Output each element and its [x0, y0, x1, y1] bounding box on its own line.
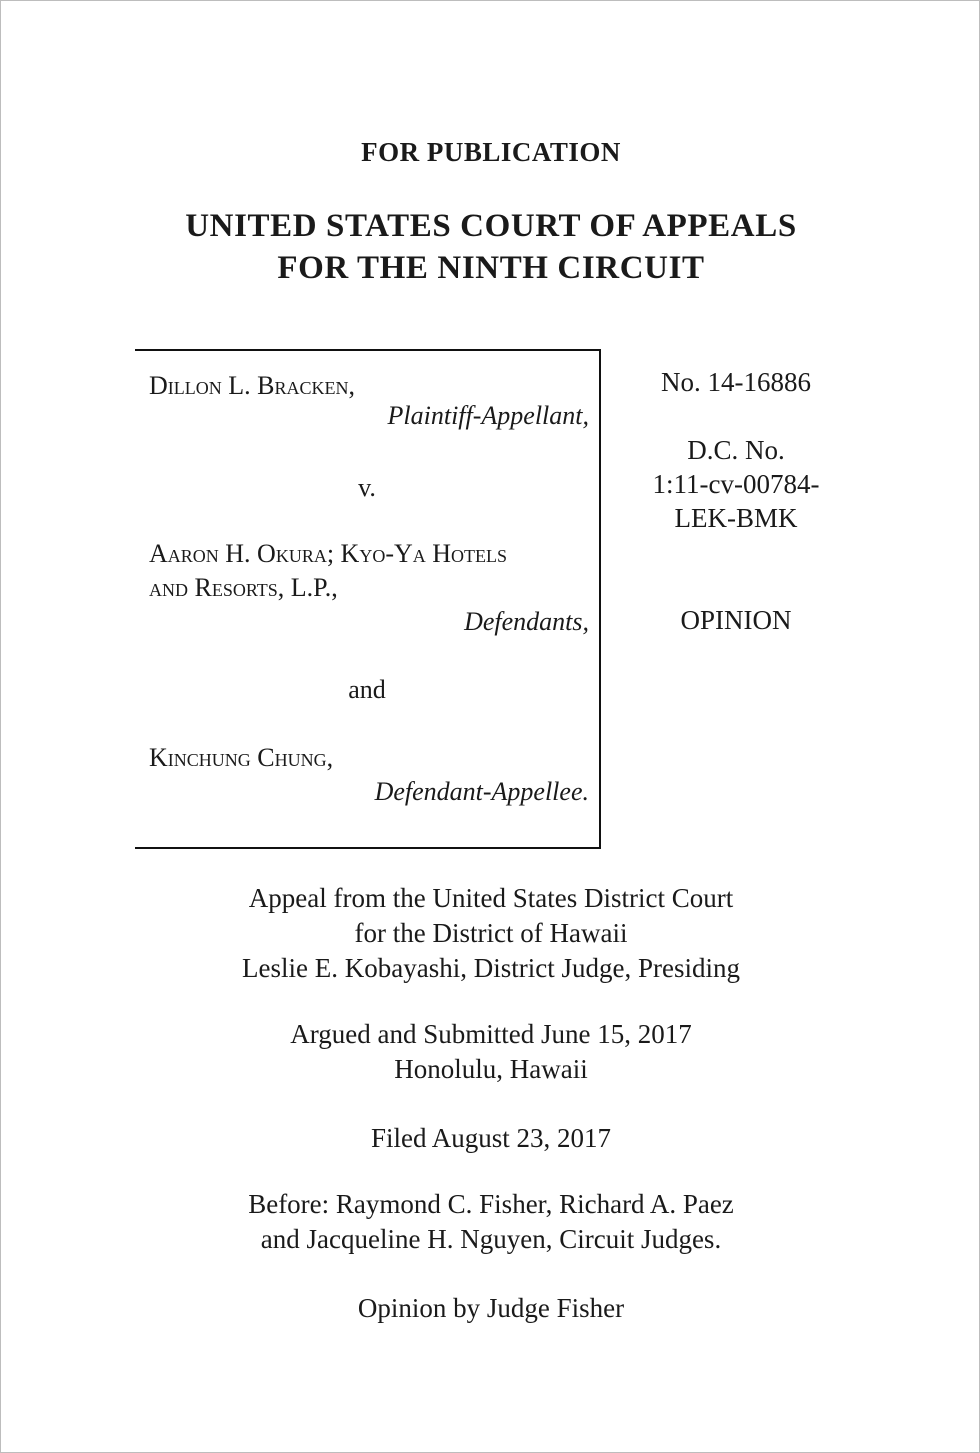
dc-number-line2: LEK-BMK [674, 503, 798, 533]
panel-block [1, 1187, 980, 1257]
argued-line1: Argued and Submitted June 15, 2017 [290, 1019, 692, 1049]
defendants-role: Defendants, [464, 607, 589, 636]
plaintiff-role: Plaintiff-Appellant, [387, 401, 589, 430]
document-type: OPINION [680, 605, 792, 635]
defendants-name-line1: Aaron H. Okura; Kyo-Ya Hotels [149, 539, 508, 568]
panel-line2: and Jacqueline H. Nguyen, Circuit Judges. [260, 1224, 722, 1254]
appellee-name: Kinchung Chung, [149, 743, 334, 772]
defendants-name-line2: and Resorts, L.P., [149, 573, 338, 602]
publication-status: FOR PUBLICATION [361, 137, 621, 167]
opinion-author: Opinion by Judge Fisher [357, 1293, 625, 1323]
appeal-line1: Appeal from the United States District Court [248, 883, 734, 913]
appellee-role: Defendant-Appellee. [374, 777, 589, 806]
dc-number-line1: 1:11-cv-00784- [652, 469, 820, 499]
dc-label: D.C. No. [687, 435, 785, 465]
conjunction-label: and [348, 675, 386, 704]
court-name-line1: UNITED STATES COURT OF APPEALS [185, 208, 797, 244]
appeal-block [1, 881, 980, 986]
plaintiff-name: Dillon L. Bracken, [149, 371, 355, 400]
court-name-line2: FOR THE NINTH CIRCUIT [277, 250, 705, 286]
argued-line2: Honolulu, Hawaii [394, 1054, 588, 1084]
argued-block [1, 1017, 980, 1087]
panel-line1: Before: Raymond C. Fisher, Richard A. Paez [248, 1189, 734, 1219]
appeal-line2: for the District of Hawaii [354, 918, 628, 948]
case-caption [135, 349, 601, 849]
versus-label: v. [358, 473, 376, 502]
court-name [1, 205, 980, 289]
case-number: No. 14-16886 [661, 367, 811, 397]
filed-date: Filed August 23, 2017 [370, 1123, 612, 1153]
appeal-line3: Leslie E. Kobayashi, District Judge, Presiding [242, 953, 740, 983]
district-court-number [621, 433, 851, 535]
